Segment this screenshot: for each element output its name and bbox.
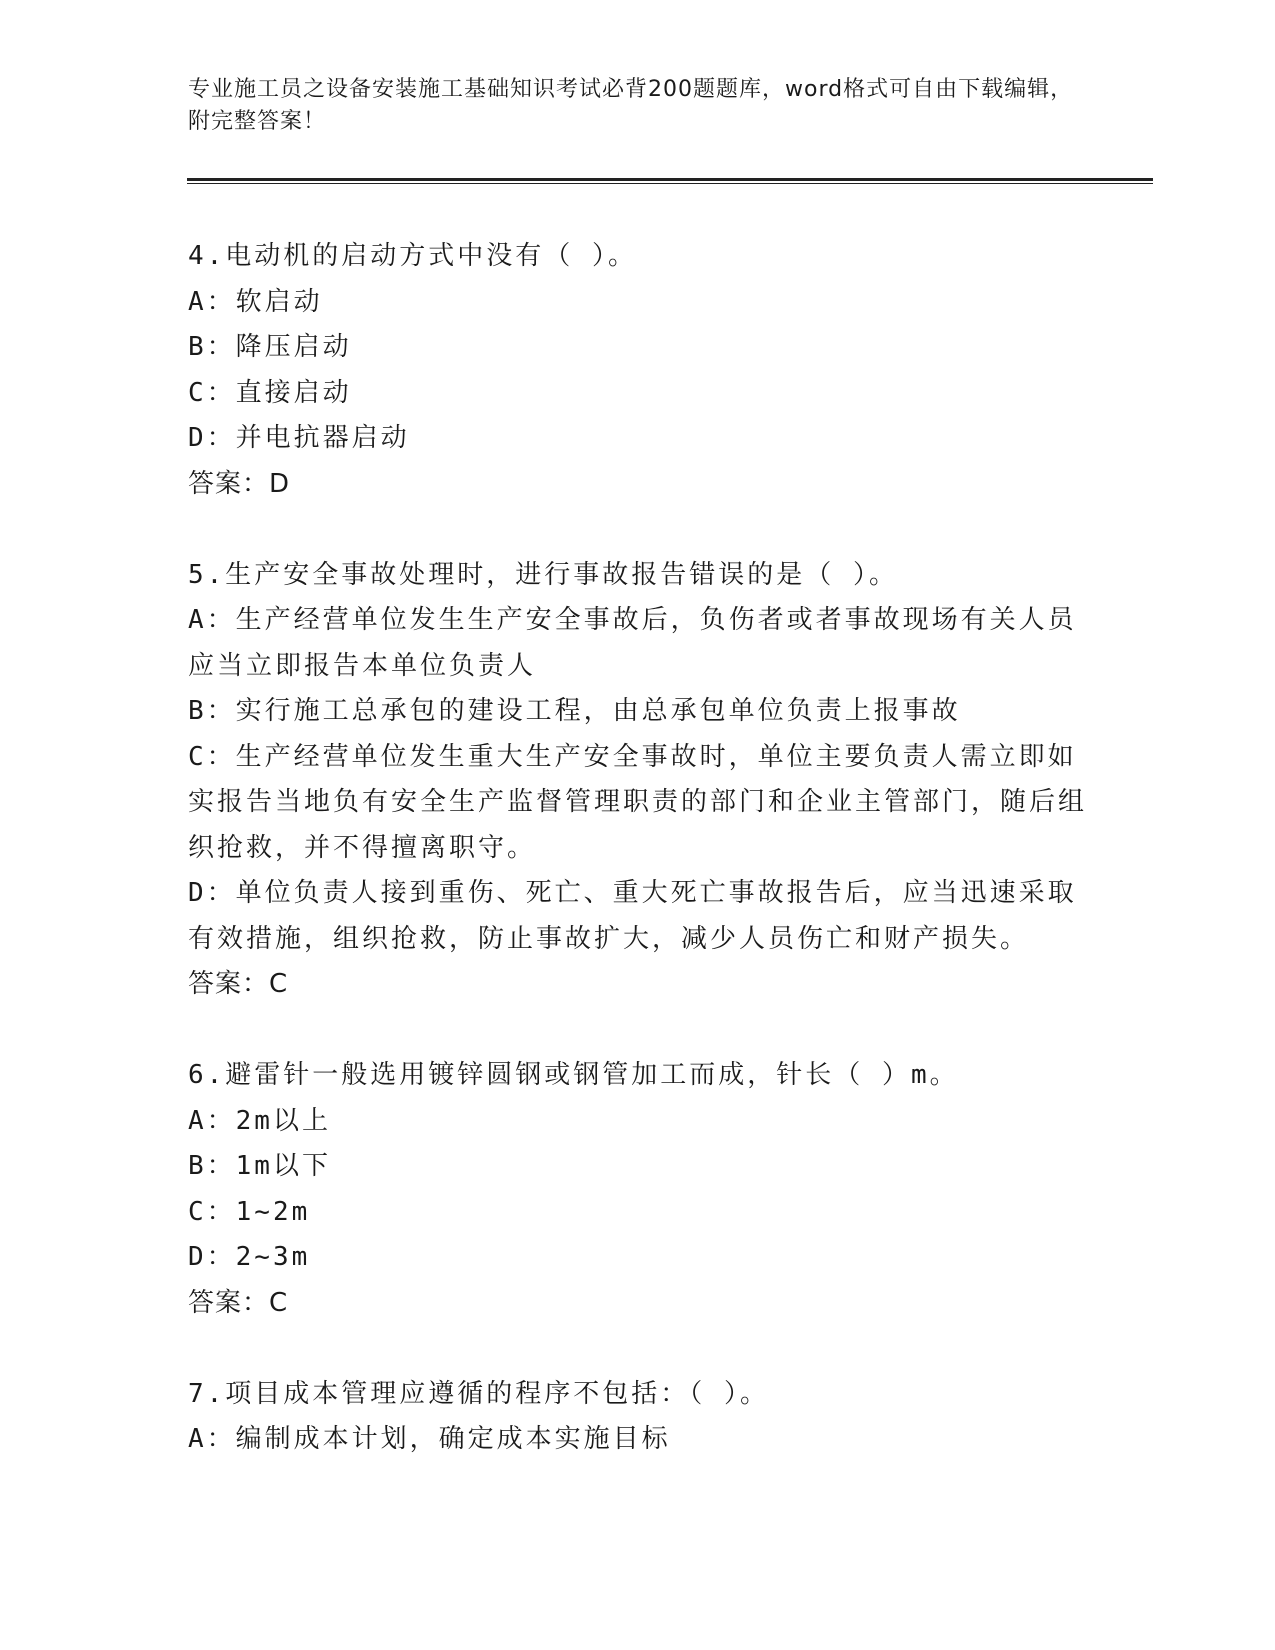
option-d: D：2~3m [188, 1242, 311, 1272]
document-title: 专业施工员之设备安装施工基础知识考试必背200题题库，word格式可自由下载编辑，附完整答案！ [188, 77, 1074, 134]
option-d: D：单位负责人接到重伤、死亡、重大死亡事故报告后，应当迅速采取有效措施，组织抢救，防止事故扩大，减少人员伤亡和财产损失。 [188, 878, 1077, 954]
question-6 [188, 1053, 1088, 1326]
question-stem: 4.电动机的启动方式中没有（ ）。 [188, 241, 637, 271]
option-b: B：降压启动 [188, 332, 352, 362]
question-5 [188, 553, 1088, 1008]
header-rule-thin [187, 183, 1153, 184]
option-a: A：编制成本计划，确定成本实施目标 [188, 1424, 671, 1454]
option-b: B：实行施工总承包的建设工程，由总承包单位负责上报事故 [188, 696, 961, 726]
header-rule-thick [187, 178, 1153, 181]
question-list [188, 234, 1088, 1508]
option-c: C：直接启动 [188, 377, 352, 408]
question-7 [188, 1372, 1088, 1463]
answer: 答案：D [188, 468, 291, 499]
option-c: C：生产经营单位发生重大生产安全事故时，单位主要负责人需立即如实报告当地负有安全生产监督管理职责的部门和企业主管部门，随后组织抢救，并不得擅离职守。 [188, 741, 1088, 863]
document-header [188, 74, 1088, 138]
option-a: A：2m以上 [188, 1105, 331, 1136]
question-stem: 5.生产安全事故处理时，进行事故报告错误的是（ ）。 [188, 559, 898, 590]
answer: 答案：C [188, 969, 289, 999]
answer: 答案：C [188, 1287, 289, 1318]
question-stem: 6.避雷针一般选用镀锌圆钢或钢管加工而成，针长（ ）m。 [188, 1060, 959, 1090]
option-a: A：软启动 [188, 286, 323, 317]
option-b: B：1m以下 [188, 1151, 331, 1181]
question-stem: 7.项目成本管理应遵循的程序不包括：（ ）。 [188, 1378, 769, 1409]
option-a: A：生产经营单位发生生产安全事故后，负伤者或者事故现场有关人员应当立即报告本单位负责人 [188, 605, 1077, 681]
option-d: D：并电抗器启动 [188, 423, 410, 453]
option-c: C：1~2m [188, 1196, 311, 1227]
question-4 [188, 234, 1088, 507]
